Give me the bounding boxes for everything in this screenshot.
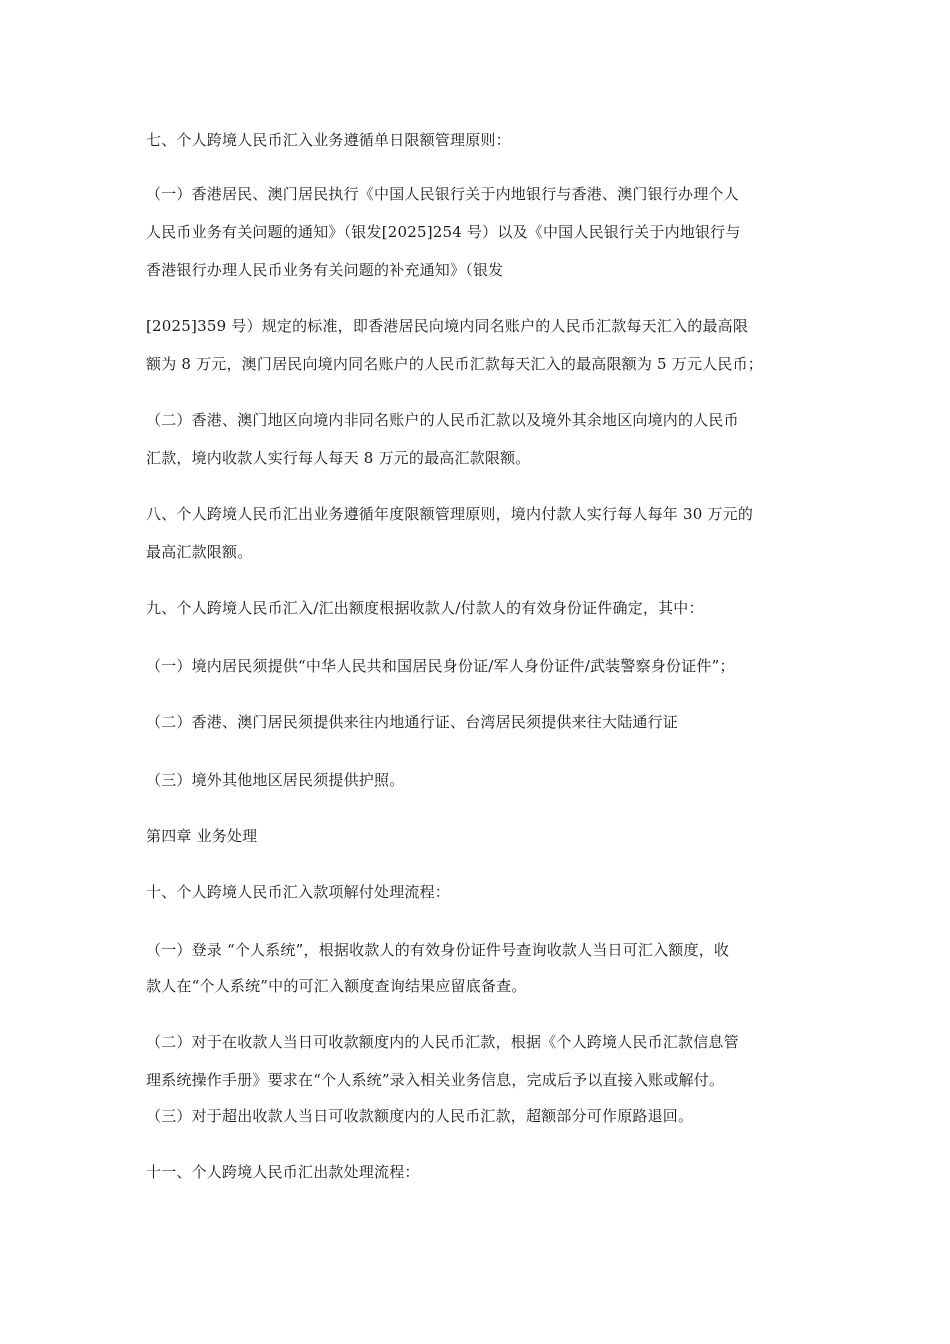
text-line: 款人在“个人系统”中的可汇入额度查询结果应留底备查。	[146, 977, 527, 995]
text-line: 九、个人跨境人民币汇入/汇出额度根据收款人/付款人的有效身份证件确定，其中：	[146, 599, 704, 617]
text-line: 人民币业务有关问题的通知》（银发[2025]254 号）以及《中国人民银行关于内地银行与	[146, 223, 741, 241]
text-line: 理系统操作手册》要求在“个人系统”录入相关业务信息，完成后予以直接入账或解付。	[146, 1071, 725, 1089]
text-line: （三）境外其他地区居民须提供护照。	[146, 771, 405, 789]
text-line: （二）香港、澳门居民须提供来往内地通行证、台湾居民须提供来往大陆通行证	[146, 713, 679, 731]
text-line: 七、个人跨境人民币汇入业务遵循单日限额管理原则：	[146, 131, 511, 149]
chapter-heading: 第四章 业务处理	[146, 827, 258, 845]
text-line: 十、个人跨境人民币汇入款项解付处理流程：	[146, 883, 451, 901]
text-line: （一）香港居民、澳门居民执行《中国人民银行关于内地银行与香港、澳门银行办理个人	[146, 185, 739, 203]
text-line: [2025]359 号）规定的标准，即香港居民向境内同名账户的人民币汇款每天汇入的最高限	[146, 317, 749, 335]
text-line: （一）境内居民须提供“中华人民共和国居民身份证/军人身份证件/武装警察身份证件”；	[146, 657, 735, 675]
text-line: 八、个人跨境人民币汇出业务遵循年度限额管理原则，境内付款人实行每人每年 30 万元的	[146, 505, 754, 523]
text-line: 十一、个人跨境人民币汇出款处理流程：	[146, 1163, 420, 1181]
text-line: 最高汇款限额。	[146, 543, 253, 561]
text-line: 香港银行办理人民币业务有关问题的补充通知》（银发	[146, 261, 504, 279]
text-line: （二）香港、澳门地区向境内非同名账户的人民币汇款以及境外其余地区向境内的人民币	[146, 411, 739, 429]
text-line: （三）对于超出收款人当日可收款额度内的人民币汇款，超额部分可作原路退回。	[146, 1107, 694, 1125]
text-line: 汇款，境内收款人实行每人每天 8 万元的最高汇款限额。	[146, 449, 531, 467]
text-line: （二）对于在收款人当日可收款额度内的人民币汇款，根据《个人跨境人民币汇款信息管	[146, 1033, 739, 1051]
text-line: （一）登录 “个人系统”，根据收款人的有效身份证件号查询收款人当日可汇入额度，收	[146, 941, 730, 959]
text-line: 额为 8 万元，澳门居民向境内同名账户的人民币汇款每天汇入的最高限额为 5 万元人民币；	[146, 355, 763, 373]
